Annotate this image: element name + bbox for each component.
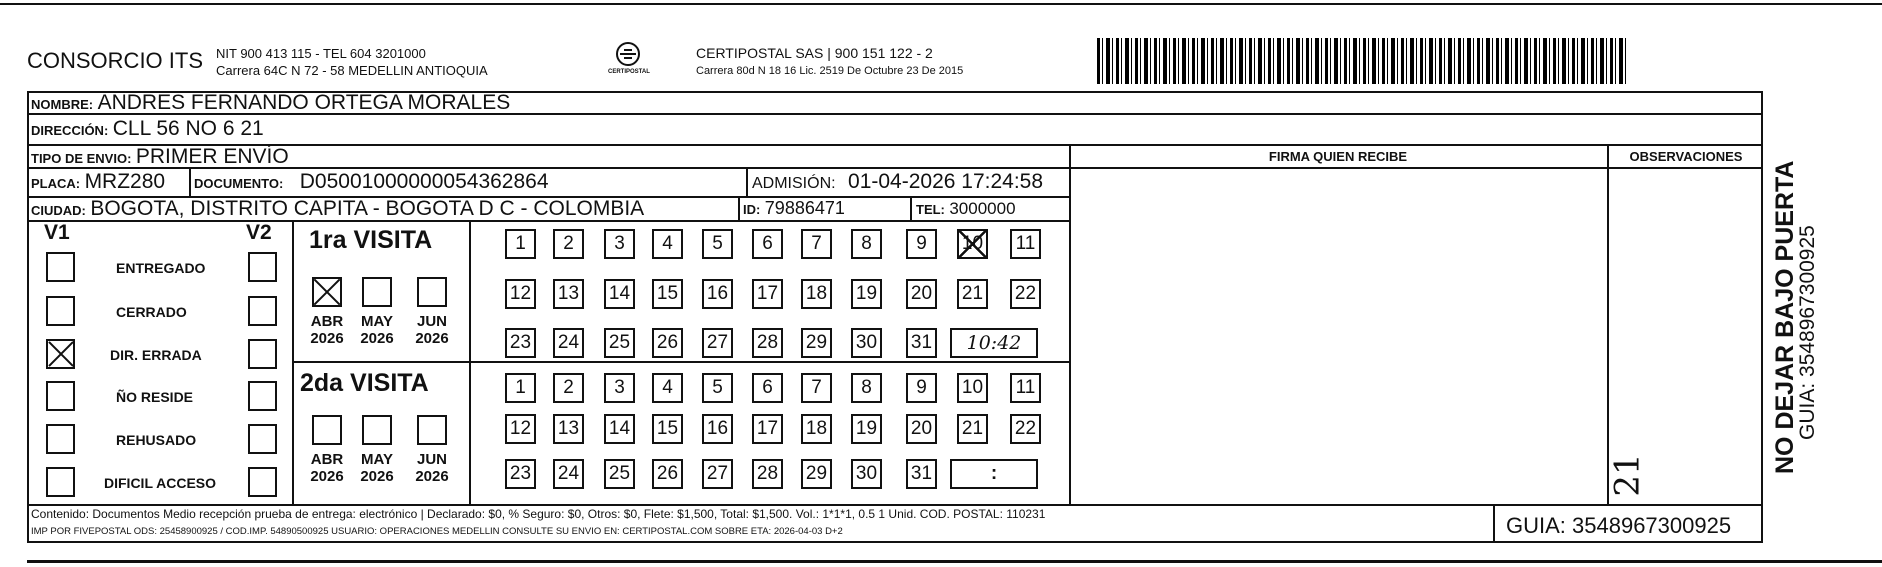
v2-checkbox[interactable] — [248, 424, 277, 454]
first-visit-day-box[interactable]: 24 — [553, 328, 584, 358]
month-year: 2026 — [415, 468, 449, 485]
observaciones-header: OBSERVACIONES — [1629, 149, 1743, 164]
tipo-row — [31, 145, 289, 169]
v2-checkbox[interactable] — [248, 252, 277, 282]
first-visit-day-box[interactable]: 12 — [505, 279, 536, 309]
id-divider — [738, 196, 740, 220]
top-edge-line — [0, 3, 1882, 5]
second-visit-time-box[interactable] — [950, 459, 1038, 489]
side-guia: GUIA: 3548967300925 — [1796, 225, 1819, 440]
second-visit-day-box[interactable]: 13 — [553, 414, 584, 444]
admision-value: 01-04-2026 17:24:58 — [848, 170, 1044, 193]
second-visit-day-box[interactable]: 5 — [702, 373, 733, 403]
second-visit-day-box[interactable]: 27 — [702, 459, 733, 489]
month-name: ABR — [310, 451, 344, 468]
first-visit-time-box[interactable] — [950, 328, 1038, 358]
v2-checkbox[interactable] — [248, 339, 277, 369]
second-visit-day-box[interactable]: 2 — [553, 373, 584, 403]
first-visit-day-box[interactable]: 4 — [652, 229, 683, 259]
second-visit-day-box[interactable]: 22 — [1010, 414, 1041, 444]
month-name: JUN — [416, 313, 447, 330]
admision-row — [752, 170, 1043, 194]
second-visit-time: : — [990, 463, 998, 484]
placa-label: PLACA: — [31, 176, 81, 191]
first-visit-day-box[interactable]: 8 — [851, 229, 882, 259]
second-visit-title: 2da VISITA — [300, 369, 429, 397]
second-visit-day-box[interactable]: 28 — [752, 459, 783, 489]
v1-checkbox[interactable] — [46, 296, 75, 326]
v1-checkbox[interactable] — [46, 467, 75, 497]
first-visit-day-box[interactable]: 15 — [652, 279, 683, 309]
month-year: 2026 — [310, 468, 344, 485]
first-visit-month-label — [409, 313, 455, 347]
first-visit-month-label — [354, 313, 400, 347]
first-visit-day-box[interactable]: 14 — [604, 279, 635, 309]
second-visit-day-box[interactable]: 24 — [553, 459, 584, 489]
footer-imp: IMP POR FIVEPOSTAL ODS: 25458900925 / COD.IMP. 54890500925 USUARIO: OPERACIONES MEDELLIN CONSULTE SU ENVIO EN: CERTIPOSTAL.COM SOBRE ETA: 2026-04-03 D+2 — [31, 526, 843, 537]
second-visit-day-box[interactable]: 18 — [801, 414, 832, 444]
tipo-label: TIPO DE ENVIO: — [31, 151, 132, 166]
second-visit-day-box[interactable]: 21 — [957, 414, 988, 444]
month-year: 2026 — [415, 330, 449, 347]
logo-caption: CERTIPOSTAL — [608, 69, 650, 75]
direccion-label: DIRECCIÓN: — [31, 123, 109, 138]
tel-value: 3000000 — [949, 199, 1016, 218]
second-visit-day-box[interactable]: 30 — [851, 459, 882, 489]
firma-header-line — [1069, 167, 1763, 169]
first-visit-day-box[interactable]: 28 — [752, 328, 783, 358]
second-visit-day-box[interactable]: 15 — [652, 414, 683, 444]
status-label: DIR. ERRADA — [110, 347, 202, 363]
first-visit-day-box[interactable]: 26 — [652, 328, 683, 358]
second-visit-day-box[interactable]: 26 — [652, 459, 683, 489]
first-visit-month-checkbox[interactable] — [417, 277, 447, 307]
tel-row — [916, 199, 1016, 219]
tel-divider — [910, 196, 912, 220]
nombre-value: ANDRES FERNANDO ORTEGA MORALES — [97, 91, 511, 114]
status-label: REHUSADO — [116, 432, 197, 448]
first-visit-day-box[interactable]: 16 — [702, 279, 733, 309]
id-value: 79886471 — [764, 198, 845, 218]
placa-divider — [189, 167, 191, 196]
second-visit-month-label — [304, 451, 350, 485]
nombre-row — [31, 91, 510, 115]
documento-label: DOCUMENTO: — [194, 176, 284, 191]
first-visit-month-label — [304, 313, 350, 347]
admision-divider — [746, 167, 748, 196]
certipostal-nit: CERTIPOSTAL SAS | 900 151 122 - 2 — [696, 45, 933, 61]
first-visit-day-box[interactable]: 13 — [553, 279, 584, 309]
footer-contenido: Contenido: Documentos Medio recepción prueba de entrega: electrónico | Declarado: $0, % Seguro: $0, Otros: $0, Flete: $1,500, Total: $1,500. Vol.: 1*1*1, 0.5 1 Unid. COD. POSTAL: 110231 — [31, 507, 1046, 521]
v2-label: V2 — [246, 221, 272, 244]
id-label: ID: — [743, 202, 761, 217]
month-name: ABR — [310, 313, 344, 330]
second-visit-day-box[interactable]: 12 — [505, 414, 536, 444]
first-visit-day-box[interactable]: 3 — [604, 229, 635, 259]
second-visit-day-box[interactable]: 23 — [505, 459, 536, 489]
second-visit-day-box[interactable]: 29 — [801, 459, 832, 489]
second-visit-day-box[interactable]: 10 — [957, 373, 988, 403]
v2-checkbox[interactable] — [248, 381, 277, 411]
first-visit-time: 10:42 — [966, 332, 1022, 354]
status-label: DIFICIL ACCESO — [104, 475, 217, 491]
footer-guia: GUIA: 3548967300925 — [1506, 513, 1732, 538]
first-visit-day-box[interactable]: 29 — [801, 328, 832, 358]
first-visit-day-box[interactable]: 7 — [801, 229, 832, 259]
observaciones-divider — [1607, 144, 1609, 504]
status-label: ÑO RESIDE — [116, 389, 194, 405]
status-label: ENTREGADO — [116, 260, 206, 276]
direccion-row — [31, 117, 264, 141]
first-visit-day-box[interactable]: 1 — [505, 229, 536, 259]
ciudad-row — [31, 197, 644, 221]
admision-label: ADMISIÓN: — [752, 175, 836, 192]
second-visit-day-box[interactable]: 17 — [752, 414, 783, 444]
second-visit-day-box[interactable]: 9 — [906, 373, 937, 403]
direccion-value: CLL 56 NO 6 21 — [112, 117, 264, 140]
visit-split-line — [292, 361, 1069, 363]
first-visit-month-checkbox[interactable] — [362, 277, 392, 307]
second-visit-day-box[interactable]: 31 — [906, 459, 937, 489]
first-visit-day-box[interactable]: 9 — [906, 229, 937, 259]
side-no-dejar: NO DEJAR BAJO PUERTA — [1771, 160, 1799, 474]
placa-row — [31, 170, 165, 194]
first-visit-day-box[interactable]: 30 — [851, 328, 882, 358]
bottom-edge-line — [27, 560, 1882, 563]
barcode — [1097, 38, 1627, 84]
first-visit-day-box[interactable]: 21 — [957, 279, 988, 309]
first-visit-day-box[interactable]: 27 — [702, 328, 733, 358]
month-year: 2026 — [360, 468, 394, 485]
first-visit-day-box[interactable]: 6 — [752, 229, 783, 259]
first-visit-day-box[interactable]: 5 — [702, 229, 733, 259]
second-visit-day-box[interactable]: 4 — [652, 373, 683, 403]
v1-checkbox[interactable] — [46, 252, 75, 282]
observaciones-handwriting: 21 — [1607, 453, 1648, 497]
first-visit-day-box[interactable]: 10 — [957, 229, 988, 259]
company-nit-tel: NIT 900 413 115 - TEL 604 3201000 — [216, 46, 426, 61]
first-visit-month-checkbox[interactable] — [312, 277, 342, 307]
second-visit-day-box[interactable]: 14 — [604, 414, 635, 444]
status-label: CERRADO — [116, 304, 187, 320]
certipostal-address: Carrera 80d N 18 16 Lic. 2519 De Octubre 23 De 2015 — [696, 65, 964, 77]
v2-checkbox[interactable] — [248, 467, 277, 497]
nombre-label: NOMBRE: — [31, 97, 94, 112]
second-visit-day-box[interactable]: 1 — [505, 373, 536, 403]
second-visit-day-box[interactable]: 25 — [604, 459, 635, 489]
v2-checkbox[interactable] — [248, 296, 277, 326]
second-visit-month-label — [409, 451, 455, 485]
tel-label: TEL: — [916, 202, 945, 217]
second-visit-month-checkbox[interactable] — [312, 415, 342, 445]
first-visit-day-box[interactable]: 2 — [553, 229, 584, 259]
second-visit-month-checkbox[interactable] — [417, 415, 447, 445]
company-name: CONSORCIO ITS — [27, 48, 204, 73]
first-visit-day-box[interactable]: 31 — [906, 328, 937, 358]
footer-line — [27, 504, 1763, 506]
v1-label: V1 — [44, 221, 70, 244]
ciudad-label: CIUDAD: — [31, 203, 86, 218]
first-visit-day-box[interactable]: 18 — [801, 279, 832, 309]
first-visit-day-box[interactable]: 11 — [1010, 229, 1041, 259]
first-visit-day-box[interactable]: 22 — [1010, 279, 1041, 309]
firma-divider — [1069, 144, 1071, 504]
first-visit-day-box[interactable]: 23 — [505, 328, 536, 358]
second-visit-day-box[interactable]: 8 — [851, 373, 882, 403]
second-visit-day-box[interactable]: 7 — [801, 373, 832, 403]
second-visit-day-box[interactable]: 11 — [1010, 373, 1041, 403]
month-year: 2026 — [310, 330, 344, 347]
second-visit-day-box[interactable]: 6 — [752, 373, 783, 403]
first-visit-day-box[interactable]: 17 — [752, 279, 783, 309]
guia-divider — [1493, 504, 1495, 543]
first-visit-day-box[interactable]: 19 — [851, 279, 882, 309]
id-row — [743, 198, 845, 219]
second-visit-day-box[interactable]: 20 — [906, 414, 937, 444]
tipo-value: PRIMER ENVÍO — [135, 145, 289, 168]
firma-header: FIRMA QUIEN RECIBE — [1268, 149, 1408, 164]
documento-row — [194, 170, 549, 194]
placa-value: MRZ280 — [84, 170, 166, 193]
second-visit-day-box[interactable]: 16 — [702, 414, 733, 444]
v1-checkbox[interactable] — [46, 339, 75, 369]
month-name: MAY — [361, 451, 393, 468]
month-name: JUN — [416, 451, 447, 468]
month-name: MAY — [361, 313, 393, 330]
first-visit-title: 1ra VISITA — [309, 226, 433, 254]
v1-checkbox[interactable] — [46, 424, 75, 454]
first-visit-day-box[interactable]: 20 — [906, 279, 937, 309]
second-visit-day-box[interactable]: 19 — [851, 414, 882, 444]
month-year: 2026 — [360, 330, 394, 347]
first-visit-day-box[interactable]: 25 — [604, 328, 635, 358]
second-visit-month-label — [354, 451, 400, 485]
v1-checkbox[interactable] — [46, 381, 75, 411]
company-address: Carrera 64C N 72 - 58 MEDELLIN ANTIOQUIA — [216, 63, 488, 78]
documento-value: D05001000000054362864 — [299, 170, 549, 193]
ciudad-value: BOGOTA, DISTRITO CAPITA - BOGOTA D C - COLOMBIA — [90, 197, 645, 220]
second-visit-day-box[interactable]: 3 — [604, 373, 635, 403]
second-visit-month-checkbox[interactable] — [362, 415, 392, 445]
